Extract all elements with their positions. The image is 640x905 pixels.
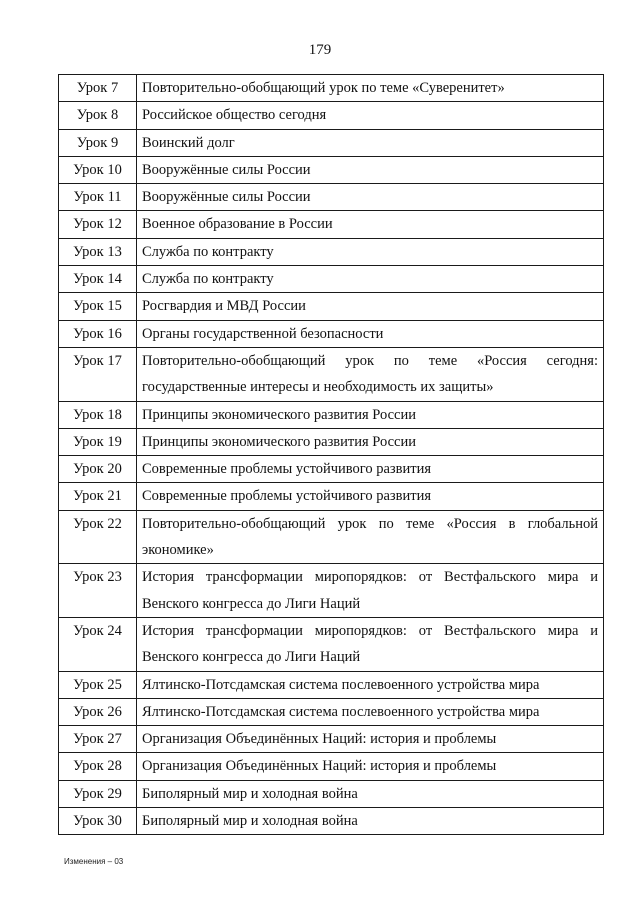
page-number: 179 [308,42,332,58]
lesson-topic-cell: Современные проблемы устойчивого развития [137,456,604,483]
table-row [59,808,604,835]
lessons-table [58,74,604,835]
lesson-number-cell: Урок 7 [59,75,137,102]
lesson-number-cell: Урок 20 [59,456,137,483]
table-row [59,184,604,211]
table-row [59,753,604,780]
lesson-topic-cell: Организация Объединённых Наций: история и проблемы [137,726,604,753]
lesson-topic-cell: Повторительно-обобщающий урок по теме «Россия сегодня: государственные интересы и необходимость их защиты» [137,347,604,401]
table-row [59,347,604,401]
lesson-topic-cell: Воинский долг [137,129,604,156]
lesson-number-cell: Урок 14 [59,266,137,293]
table-row [59,156,604,183]
lesson-number-cell: Урок 21 [59,483,137,510]
table-row [59,266,604,293]
lesson-number-cell: Урок 17 [59,347,137,401]
lesson-topic-cell: Повторительно-обобщающий урок по теме «Россия в глобальной экономике» [137,510,604,564]
lesson-number-cell: Урок 25 [59,671,137,698]
table-row [59,564,604,618]
lesson-number-cell: Урок 8 [59,102,137,129]
lesson-topic-cell: Военное образование в России [137,211,604,238]
lesson-topic-cell: Вооружённые силы России [137,184,604,211]
table-row [59,428,604,455]
lesson-topic-cell: Повторительно-обобщающий урок по теме «Суверенитет» [137,75,604,102]
lesson-number-cell: Урок 9 [59,129,137,156]
table-row [59,129,604,156]
table-row [59,726,604,753]
lesson-topic-cell: Принципы экономического развития России [137,428,604,455]
table-row [59,483,604,510]
lesson-topic-cell: Ялтинско-Потсдамская система послевоенного устройства мира [137,698,604,725]
lesson-number-cell: Урок 30 [59,808,137,835]
table-row [59,456,604,483]
lesson-topic-cell: Современные проблемы устойчивого развития [137,483,604,510]
lesson-topic-cell: Ялтинско-Потсдамская система послевоенного устройства мира [137,671,604,698]
lesson-topic-cell: Вооружённые силы России [137,156,604,183]
table-row [59,102,604,129]
table-row [59,75,604,102]
lesson-number-cell: Урок 19 [59,428,137,455]
table-row [59,320,604,347]
lesson-number-cell: Урок 12 [59,211,137,238]
lesson-number-cell: Урок 18 [59,401,137,428]
table-row [59,401,604,428]
lesson-number-cell: Урок 28 [59,753,137,780]
lesson-topic-cell: Российское общество сегодня [137,102,604,129]
lesson-topic-cell: Органы государственной безопасности [137,320,604,347]
lesson-topic-cell: Служба по контракту [137,238,604,265]
lesson-topic-cell: Росгвардия и МВД России [137,293,604,320]
table-row [59,211,604,238]
lesson-topic-cell: Принципы экономического развития России [137,401,604,428]
lesson-topic-cell: История трансформации миропорядков: от Вестфальского мира и Венского конгресса до Лиги Наций [137,564,604,618]
lesson-number-cell: Урок 10 [59,156,137,183]
table-row [59,617,604,671]
lesson-number-cell: Урок 24 [59,617,137,671]
table-row [59,238,604,265]
lesson-topic-cell: История трансформации миропорядков: от Вестфальского мира и Венского конгресса до Лиги Наций [137,617,604,671]
lesson-number-cell: Урок 11 [59,184,137,211]
lesson-topic-cell: Служба по контракту [137,266,604,293]
lesson-topic-cell: Биполярный мир и холодная война [137,780,604,807]
table-row [59,671,604,698]
lesson-topic-cell: Организация Объединённых Наций: история и проблемы [137,753,604,780]
lesson-topic-cell: Биполярный мир и холодная война [137,808,604,835]
table-row [59,293,604,320]
lesson-number-cell: Урок 22 [59,510,137,564]
table-row [59,698,604,725]
lesson-number-cell: Урок 16 [59,320,137,347]
table-row [59,510,604,564]
lesson-number-cell: Урок 29 [59,780,137,807]
lesson-number-cell: Урок 27 [59,726,137,753]
lesson-number-cell: Урок 13 [59,238,137,265]
lesson-number-cell: Урок 23 [59,564,137,618]
lessons-table-body [59,75,604,835]
footer-revision-note: Изменения – 03 [64,857,124,866]
table-row [59,780,604,807]
lesson-number-cell: Урок 26 [59,698,137,725]
lesson-number-cell: Урок 15 [59,293,137,320]
